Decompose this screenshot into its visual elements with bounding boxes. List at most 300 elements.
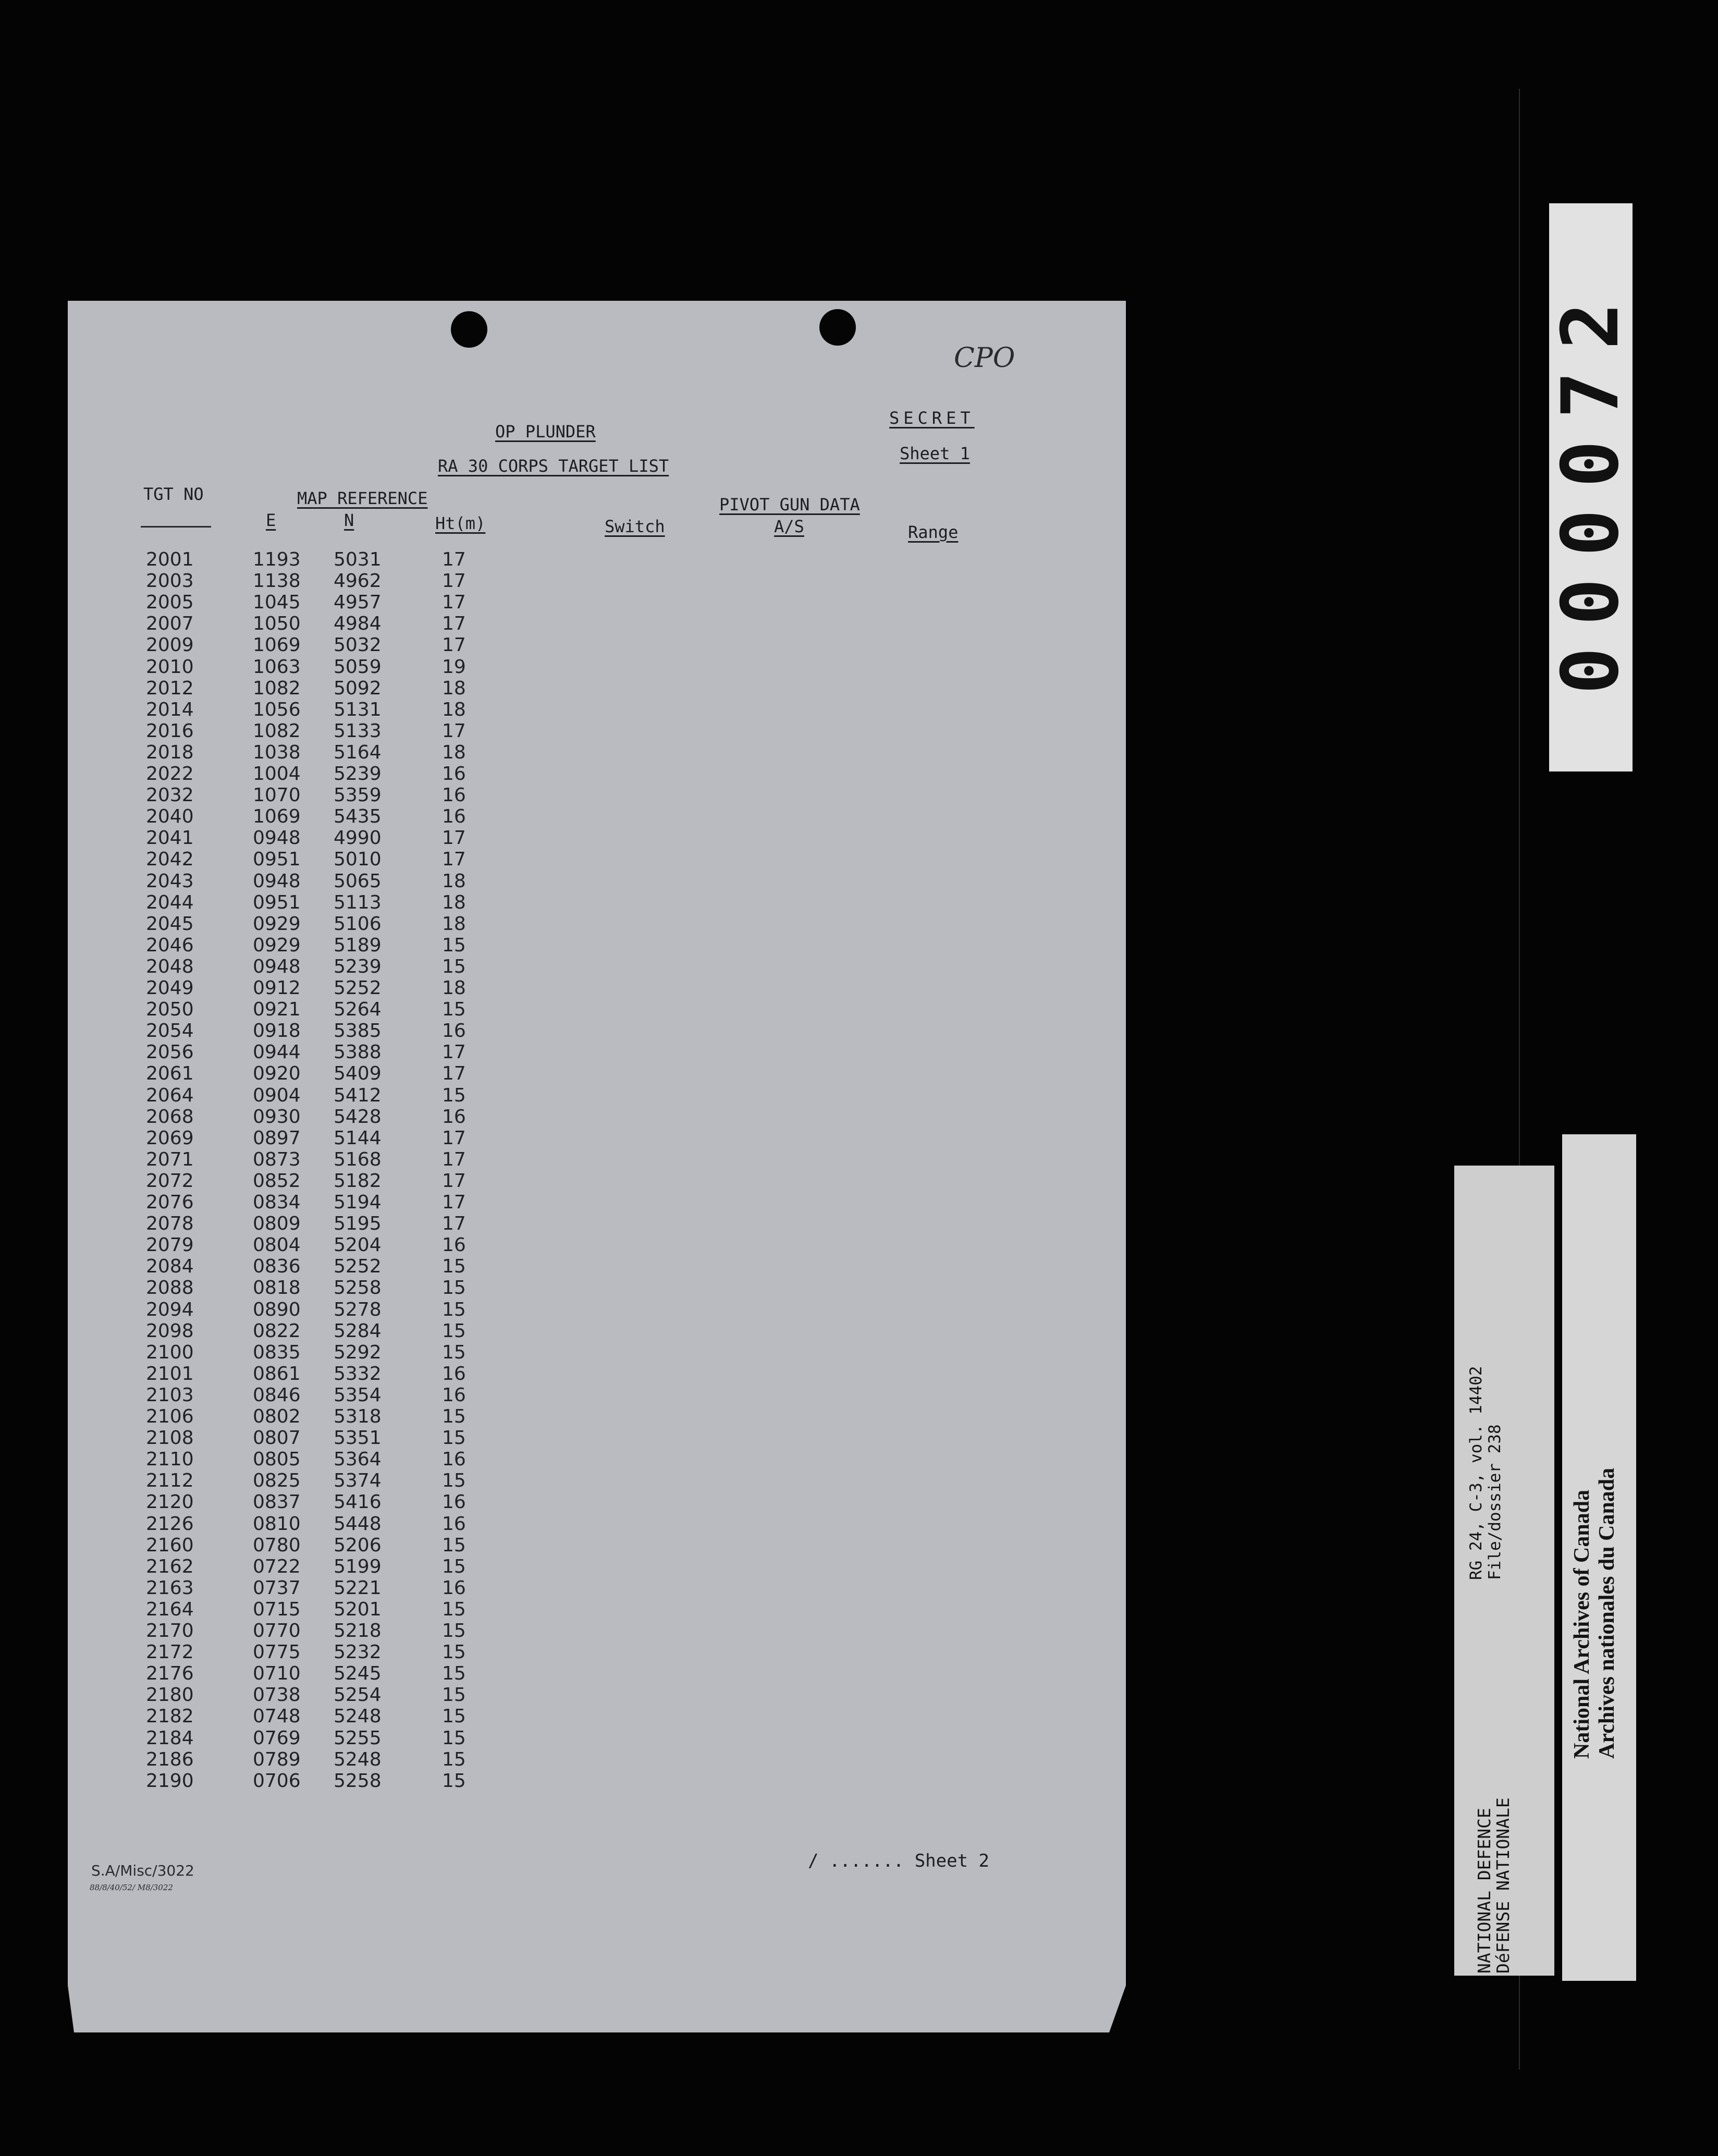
- column-as: A/S: [774, 517, 804, 536]
- target-number: 2044: [146, 891, 194, 913]
- northing: 5199: [334, 1555, 382, 1577]
- table-row: [68, 656, 537, 678]
- table-row: [68, 1342, 537, 1363]
- target-number: 2046: [146, 934, 194, 956]
- northing: 5292: [334, 1341, 382, 1363]
- target-number: 2005: [146, 592, 194, 614]
- northing: 5354: [334, 1384, 382, 1406]
- height: 18: [442, 677, 466, 699]
- easting: 0912: [253, 977, 301, 999]
- northing: 5258: [334, 1277, 382, 1299]
- easting: 0846: [253, 1384, 301, 1406]
- table-row: [68, 849, 537, 870]
- handwritten-mark: CPO: [954, 342, 1015, 374]
- height: 19: [442, 656, 466, 678]
- easting: 0837: [253, 1491, 301, 1513]
- northing: 5201: [334, 1598, 382, 1620]
- height: 18: [442, 977, 466, 999]
- table-row: [68, 1513, 537, 1535]
- target-number: 2103: [146, 1384, 194, 1406]
- form-number: S.A/Misc/3022: [91, 1862, 194, 1879]
- table-row: [68, 1020, 537, 1042]
- height: 17: [442, 1042, 466, 1063]
- frame-number: [1545, 203, 1637, 771]
- table-row: [68, 1106, 537, 1128]
- table-row: [68, 1749, 537, 1770]
- table-row: [68, 613, 537, 634]
- archives-name-fr: Archives nationales du Canada: [1595, 1467, 1619, 1759]
- easting: 0897: [253, 1127, 301, 1149]
- height: 16: [442, 1513, 466, 1535]
- table-row: [68, 1620, 537, 1642]
- target-number: 2112: [146, 1470, 194, 1492]
- easting: 1193: [253, 549, 301, 570]
- height: 17: [442, 1170, 466, 1192]
- table-row: [68, 1728, 537, 1749]
- northing: 5113: [334, 891, 382, 913]
- northing: 5189: [334, 934, 382, 956]
- target-number: 2164: [146, 1598, 194, 1620]
- height: 17: [442, 570, 466, 592]
- page-corner-right: [1109, 1986, 1126, 2032]
- archives-name-label: [1562, 1134, 1636, 1981]
- easting: 0930: [253, 1106, 301, 1128]
- height: 15: [442, 1663, 466, 1685]
- northing: 5252: [334, 1256, 382, 1278]
- target-number: 2043: [146, 870, 194, 892]
- northing: 5359: [334, 785, 382, 806]
- easting: 0822: [253, 1320, 301, 1342]
- northing: 5092: [334, 677, 382, 699]
- easting: 1069: [253, 806, 301, 828]
- column-tgt-no: TGT NO: [143, 484, 204, 504]
- height: 16: [442, 1449, 466, 1471]
- target-number: 2010: [146, 656, 194, 678]
- northing: 5218: [334, 1620, 382, 1642]
- height: 18: [442, 741, 466, 763]
- table-row: [68, 742, 537, 763]
- table-row: [68, 1128, 537, 1149]
- target-number: 2045: [146, 913, 194, 935]
- easting: 0807: [253, 1427, 301, 1449]
- northing: 5332: [334, 1363, 382, 1385]
- document-sheet: [68, 301, 1126, 2032]
- easting: 1138: [253, 570, 301, 592]
- target-number: 2076: [146, 1192, 194, 1213]
- easting: 0769: [253, 1727, 301, 1749]
- northing: 5204: [334, 1234, 382, 1256]
- easting: 0948: [253, 956, 301, 977]
- easting: 0948: [253, 827, 301, 849]
- easting: 0780: [253, 1534, 301, 1556]
- northing: 5232: [334, 1642, 382, 1663]
- easting: 1082: [253, 677, 301, 699]
- table-row: [68, 1170, 537, 1192]
- table-row: [68, 1706, 537, 1727]
- northing: 4962: [334, 570, 382, 592]
- easting: 0929: [253, 934, 301, 956]
- easting: 0706: [253, 1770, 301, 1792]
- easting: 0920: [253, 1063, 301, 1085]
- target-number: 2072: [146, 1170, 194, 1192]
- target-number: 2120: [146, 1491, 194, 1513]
- target-number: 2160: [146, 1534, 194, 1556]
- northing: 5435: [334, 806, 382, 828]
- document-subtitle: RA 30 CORPS TARGET LIST: [438, 456, 669, 476]
- target-number: 2018: [146, 741, 194, 763]
- northing: 5364: [334, 1449, 382, 1471]
- target-number: 2068: [146, 1106, 194, 1128]
- easting: 1004: [253, 763, 301, 785]
- easting: 1070: [253, 785, 301, 806]
- table-row: [68, 1684, 537, 1706]
- form-print-line: 88/8/40/52/ M8/3022: [90, 1883, 173, 1892]
- height: 17: [442, 720, 466, 742]
- table-row: [68, 913, 537, 935]
- height: 17: [442, 1213, 466, 1235]
- continuation-note: / ....... Sheet 2: [808, 1851, 989, 1871]
- northing: 5385: [334, 1020, 382, 1042]
- easting: 0805: [253, 1449, 301, 1471]
- target-number: 2162: [146, 1555, 194, 1577]
- table-row: [68, 1642, 537, 1663]
- height: 15: [442, 1555, 466, 1577]
- reference-line-2: File/dossier 238: [1486, 1424, 1504, 1580]
- column-map-reference: MAP REFERENCE: [297, 488, 428, 508]
- target-number: 2048: [146, 956, 194, 977]
- table-row: [68, 956, 537, 977]
- table-row: [68, 935, 537, 956]
- column-e: E: [266, 510, 276, 530]
- target-number: 2078: [146, 1213, 194, 1235]
- table-row: [68, 806, 537, 827]
- easting: 0921: [253, 999, 301, 1021]
- height: 15: [442, 934, 466, 956]
- northing: 5010: [334, 849, 382, 871]
- easting: 0861: [253, 1363, 301, 1385]
- northing: 5194: [334, 1192, 382, 1213]
- archives-name-en: National Archives of Canada: [1570, 1489, 1594, 1759]
- height: 15: [442, 1598, 466, 1620]
- target-number: 2182: [146, 1706, 194, 1728]
- table-row: [68, 592, 537, 613]
- target-number: 2100: [146, 1341, 194, 1363]
- target-number: 2042: [146, 849, 194, 871]
- height: 18: [442, 699, 466, 720]
- page-corner-left: [68, 1986, 74, 2032]
- northing: 5318: [334, 1406, 382, 1427]
- table-row: [68, 1234, 537, 1256]
- table-row: [68, 1213, 537, 1234]
- northing: 5168: [334, 1148, 382, 1170]
- height: 18: [442, 891, 466, 913]
- document-title: OP PLUNDER: [495, 422, 596, 442]
- target-number: 2186: [146, 1748, 194, 1770]
- table-row: [68, 827, 537, 849]
- target-number: 2180: [146, 1684, 194, 1706]
- target-number: 2022: [146, 763, 194, 785]
- northing: 5031: [334, 549, 382, 570]
- table-row: [68, 1449, 537, 1470]
- height: 15: [442, 1727, 466, 1749]
- punch-hole-right: [819, 309, 856, 346]
- column-ht: Ht(m): [435, 513, 486, 533]
- easting: 0818: [253, 1277, 301, 1299]
- easting: 0737: [253, 1577, 301, 1599]
- northing: 5351: [334, 1427, 382, 1449]
- table-row: [68, 1577, 537, 1599]
- table-row: [68, 1085, 537, 1106]
- height: 16: [442, 785, 466, 806]
- table-row: [68, 785, 537, 806]
- height: 18: [442, 913, 466, 935]
- target-number: 2088: [146, 1277, 194, 1299]
- height: 16: [442, 1491, 466, 1513]
- easting: 0951: [253, 891, 301, 913]
- easting: 1038: [253, 741, 301, 763]
- northing: 5388: [334, 1042, 382, 1063]
- height: 15: [442, 999, 466, 1021]
- northing: 5182: [334, 1170, 382, 1192]
- northing: 5245: [334, 1663, 382, 1685]
- table-row: [68, 1770, 537, 1792]
- northing: 5032: [334, 634, 382, 656]
- northing: 5144: [334, 1127, 382, 1149]
- tgt-no-rule: [141, 526, 211, 528]
- target-number: 2016: [146, 720, 194, 742]
- easting: 0748: [253, 1706, 301, 1728]
- easting: 0904: [253, 1084, 301, 1106]
- height: 16: [442, 1234, 466, 1256]
- easting: 1082: [253, 720, 301, 742]
- northing: 5374: [334, 1470, 382, 1492]
- easting: 1063: [253, 656, 301, 678]
- table-row: [68, 1556, 537, 1577]
- height: 17: [442, 849, 466, 871]
- height: 15: [442, 1320, 466, 1342]
- northing: 5258: [334, 1770, 382, 1792]
- easting: 0825: [253, 1470, 301, 1492]
- height: 15: [442, 1642, 466, 1663]
- table-row: [68, 1320, 537, 1342]
- northing: 5448: [334, 1513, 382, 1535]
- easting: 0852: [253, 1170, 301, 1192]
- target-number: 2126: [146, 1513, 194, 1535]
- height: 15: [442, 1084, 466, 1106]
- easting: 0929: [253, 913, 301, 935]
- table-row: [68, 1192, 537, 1213]
- northing: 5255: [334, 1727, 382, 1749]
- easting: 0738: [253, 1684, 301, 1706]
- table-row: [68, 699, 537, 720]
- easting: 1045: [253, 592, 301, 614]
- target-number: 2163: [146, 1577, 194, 1599]
- northing: 5239: [334, 956, 382, 977]
- height: 15: [442, 1256, 466, 1278]
- northing: 5065: [334, 870, 382, 892]
- target-number: 2061: [146, 1063, 194, 1085]
- easting: 0948: [253, 870, 301, 892]
- column-switch: Switch: [605, 517, 665, 536]
- northing: 5239: [334, 763, 382, 785]
- easting: 0789: [253, 1748, 301, 1770]
- easting: 0873: [253, 1148, 301, 1170]
- table-row: [68, 763, 537, 785]
- easting: 0809: [253, 1213, 301, 1235]
- height: 17: [442, 613, 466, 635]
- table-row: [68, 1535, 537, 1556]
- height: 17: [442, 592, 466, 614]
- northing: 5416: [334, 1491, 382, 1513]
- height: 16: [442, 1020, 466, 1042]
- easting: 0770: [253, 1620, 301, 1642]
- target-number: 2041: [146, 827, 194, 849]
- punch-hole-left: [451, 311, 487, 348]
- easting: 0710: [253, 1663, 301, 1685]
- easting: 0918: [253, 1020, 301, 1042]
- target-number: 2110: [146, 1449, 194, 1471]
- table-row: [68, 1299, 537, 1320]
- northing: 5284: [334, 1320, 382, 1342]
- northing: 5059: [334, 656, 382, 678]
- target-number: 2098: [146, 1320, 194, 1342]
- target-number: 2108: [146, 1427, 194, 1449]
- table-row: [68, 1470, 537, 1491]
- table-row: [68, 1427, 537, 1449]
- target-number: 2106: [146, 1406, 194, 1427]
- target-number: 2101: [146, 1363, 194, 1385]
- table-row: [68, 1063, 537, 1084]
- northing: 5248: [334, 1706, 382, 1728]
- column-range: Range: [908, 522, 959, 542]
- height: 15: [442, 1684, 466, 1706]
- column-n: N: [344, 510, 354, 530]
- northing: 5248: [334, 1748, 382, 1770]
- height: 15: [442, 1620, 466, 1642]
- table-row: [68, 1663, 537, 1684]
- height: 16: [442, 1363, 466, 1385]
- easting: 0836: [253, 1256, 301, 1278]
- easting: 0775: [253, 1642, 301, 1663]
- target-number: 2014: [146, 699, 194, 720]
- target-number: 2001: [146, 549, 194, 570]
- column-pivot-gun-data: PIVOT GUN DATA: [719, 495, 860, 514]
- table-row: [68, 1363, 537, 1385]
- table-row: [68, 1385, 537, 1406]
- target-number: 2176: [146, 1663, 194, 1685]
- easting: 0804: [253, 1234, 301, 1256]
- frame-number-text: 000072: [1545, 280, 1637, 694]
- reference-line-1: RG 24, C-3, vol. 14402: [1467, 1366, 1486, 1580]
- target-number: 2049: [146, 977, 194, 999]
- northing: 5264: [334, 999, 382, 1021]
- table-row: [68, 1042, 537, 1063]
- height: 15: [442, 1427, 466, 1449]
- height: 15: [442, 956, 466, 977]
- table-row: [68, 1406, 537, 1427]
- target-number: 2069: [146, 1127, 194, 1149]
- target-number: 2079: [146, 1234, 194, 1256]
- northing: 5131: [334, 699, 382, 720]
- target-number: 2007: [146, 613, 194, 635]
- easting: 1069: [253, 634, 301, 656]
- height: 16: [442, 1384, 466, 1406]
- easting: 0802: [253, 1406, 301, 1427]
- table-row: [68, 977, 537, 999]
- target-number: 2172: [146, 1642, 194, 1663]
- target-number: 2040: [146, 806, 194, 828]
- target-number: 2094: [146, 1298, 194, 1320]
- height: 15: [442, 1406, 466, 1427]
- easting: 0834: [253, 1192, 301, 1213]
- height: 17: [442, 1127, 466, 1149]
- easting: 0722: [253, 1555, 301, 1577]
- northing: 5195: [334, 1213, 382, 1235]
- northing: 4957: [334, 592, 382, 614]
- easting: 0951: [253, 849, 301, 871]
- height: 16: [442, 1577, 466, 1599]
- target-number: 2064: [146, 1084, 194, 1106]
- height: 17: [442, 1063, 466, 1085]
- target-number: 2084: [146, 1256, 194, 1278]
- target-number: 2050: [146, 999, 194, 1021]
- easting: 1050: [253, 613, 301, 635]
- northing: 5106: [334, 913, 382, 935]
- northing: 5254: [334, 1684, 382, 1706]
- easting: 1056: [253, 699, 301, 720]
- target-number: 2184: [146, 1727, 194, 1749]
- table-row: [68, 570, 537, 592]
- height: 15: [442, 1534, 466, 1556]
- target-number: 2009: [146, 634, 194, 656]
- table-row: [68, 1491, 537, 1513]
- height: 15: [442, 1298, 466, 1320]
- archive-reference-label: [1454, 1166, 1554, 1976]
- height: 17: [442, 1148, 466, 1170]
- height: 16: [442, 806, 466, 828]
- target-number: 2190: [146, 1770, 194, 1792]
- northing: 5278: [334, 1298, 382, 1320]
- target-number: 2012: [146, 677, 194, 699]
- easting: 0890: [253, 1298, 301, 1320]
- table-row: [68, 1149, 537, 1170]
- easting: 0944: [253, 1042, 301, 1063]
- target-number: 2054: [146, 1020, 194, 1042]
- northing: 5428: [334, 1106, 382, 1128]
- height: 16: [442, 763, 466, 785]
- height: 15: [442, 1748, 466, 1770]
- table-row: [68, 720, 537, 742]
- northing: 5409: [334, 1063, 382, 1085]
- department-line-2: DéFENSE NATIONALE: [1493, 1797, 1513, 1974]
- easting: 0810: [253, 1513, 301, 1535]
- height: 18: [442, 870, 466, 892]
- northing: 5206: [334, 1534, 382, 1556]
- height: 17: [442, 549, 466, 570]
- height: 15: [442, 1277, 466, 1299]
- northing: 5133: [334, 720, 382, 742]
- table-row: [68, 1256, 537, 1277]
- target-number: 2170: [146, 1620, 194, 1642]
- easting: 0835: [253, 1341, 301, 1363]
- table-row: [68, 678, 537, 699]
- northing: 5412: [334, 1084, 382, 1106]
- height: 17: [442, 1192, 466, 1213]
- target-number: 2071: [146, 1148, 194, 1170]
- classification-label: SECRET: [889, 408, 975, 428]
- table-row: [68, 549, 537, 570]
- northing: 5252: [334, 977, 382, 999]
